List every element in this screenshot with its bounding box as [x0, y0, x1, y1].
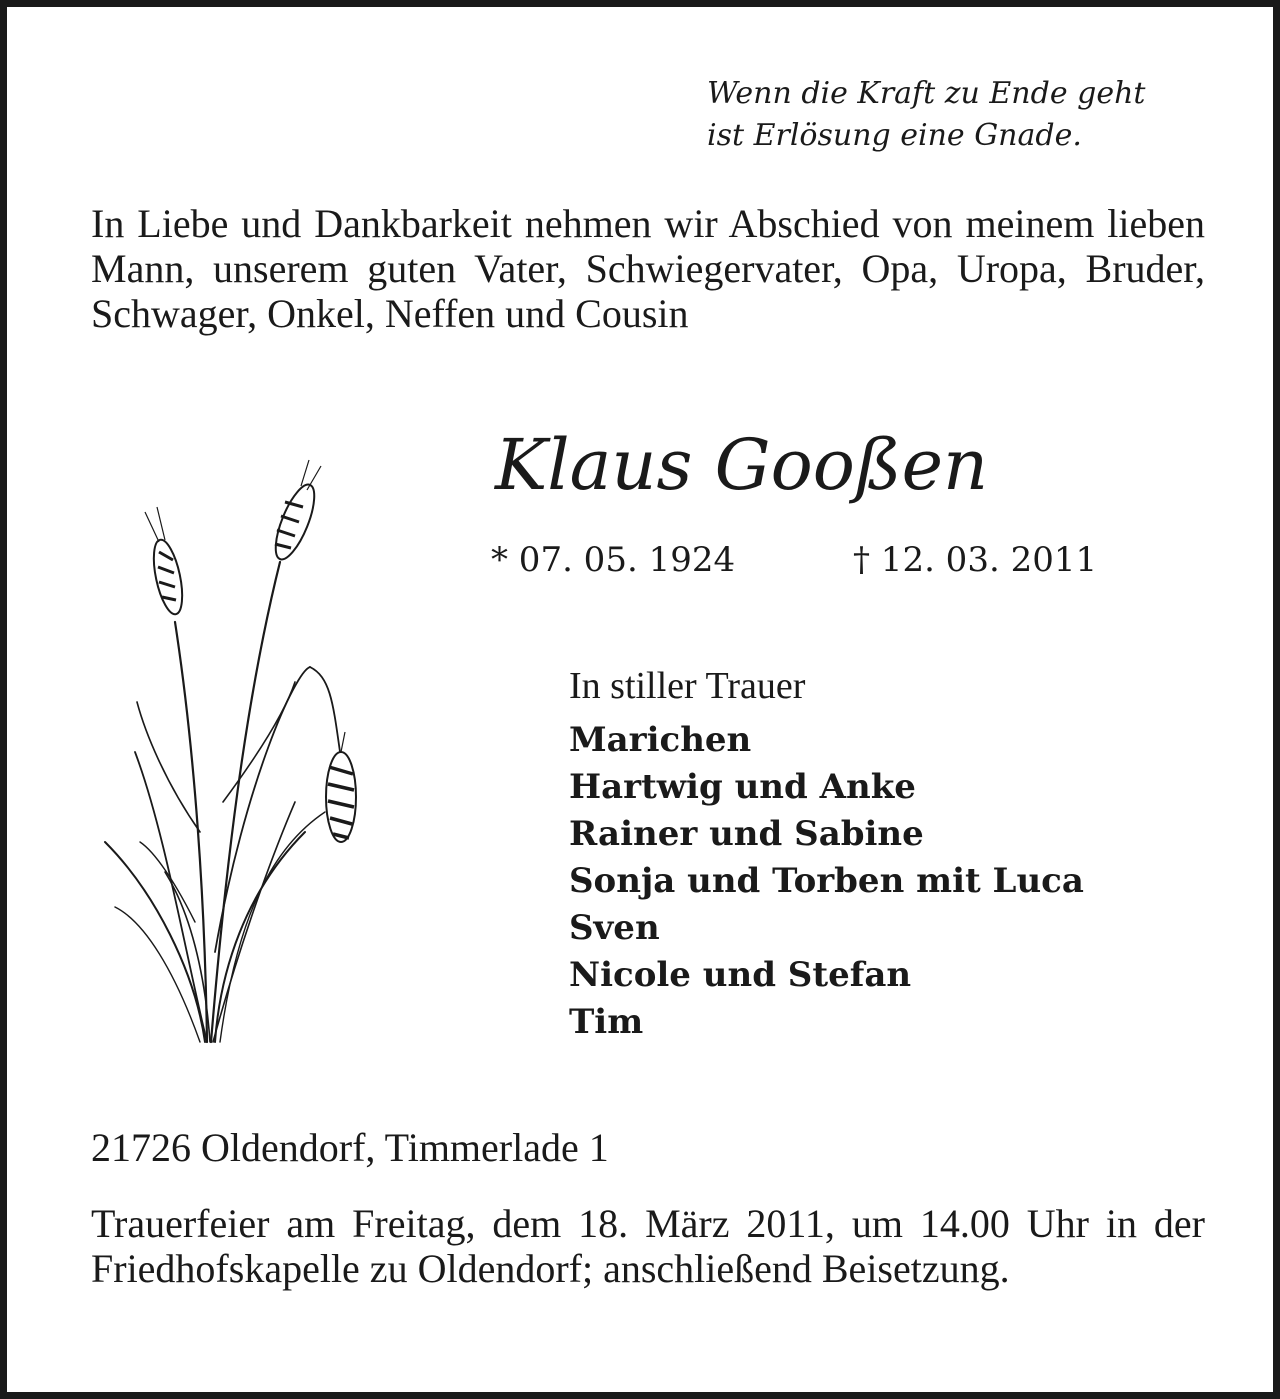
mourner-name: Nicole und Stefan — [569, 955, 912, 995]
mourner-name: Tim — [569, 1002, 644, 1042]
mourner-name: Hartwig und Anke — [569, 767, 916, 807]
mourner-name: Marichen — [569, 720, 752, 760]
motto-line-1: Wenn die Kraft zu Ende geht — [707, 76, 1146, 111]
death-date: † 12. 03. 2011 — [853, 540, 1098, 580]
birth-date: * 07. 05. 1924 — [491, 540, 736, 580]
life-dates — [491, 537, 1151, 587]
intro-text: In Liebe und Dankbarkeit nehmen wir Abschied von meinem lieben Mann, unserem guten Vater, Schwiegervater, Opa, Uropa, Bruder, Schwager, Onkel, Neffen und Cousin — [91, 201, 1205, 336]
funeral-service-text: Trauerfeier am Freitag, dem 18. März 2011, um 14.00 Uhr in der Friedhofskapelle zu Oldendorf; anschließend Beisetzung. — [91, 1201, 1205, 1291]
deceased-name: Klaus Gooßen — [495, 424, 989, 506]
motto-line-2: ist Erlösung eine Gnade. — [707, 118, 1082, 153]
mourner-name: Sonja und Torben mit Luca — [569, 861, 1084, 901]
mourners-block — [569, 661, 1209, 1046]
wheat-stalks-icon — [95, 452, 395, 1052]
mourner-name: Sven — [569, 908, 660, 948]
family-address: 21726 Oldendorf, Timmerlade 1 — [91, 1125, 609, 1170]
motto-quote — [707, 73, 1227, 157]
mourning-heading: In stiller Trauer — [569, 665, 806, 707]
mourner-name: Rainer und Sabine — [569, 814, 924, 854]
